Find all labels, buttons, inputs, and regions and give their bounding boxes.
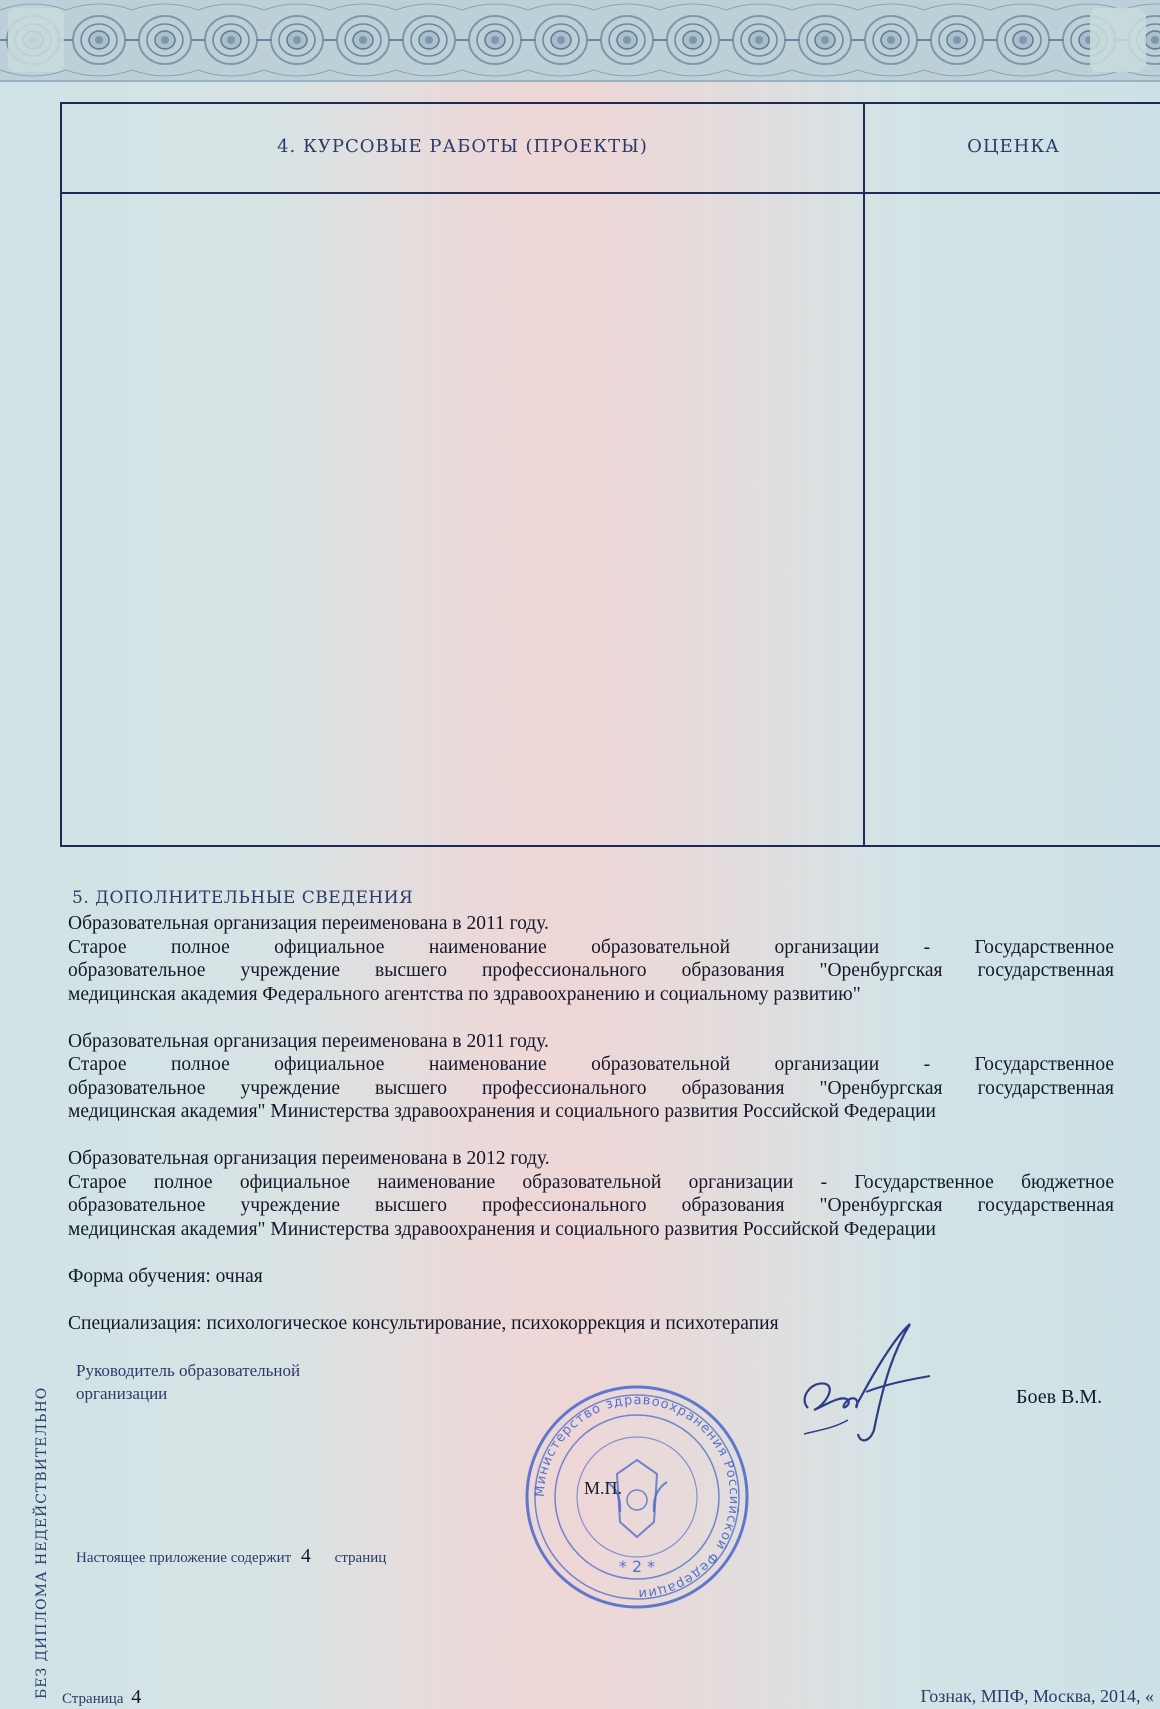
page-count-note xyxy=(76,1545,386,1568)
svg-text:Министерство здравоохранения Р: Министерство здравоохранения Российской Федерации xyxy=(532,1392,742,1602)
block2-line2: Старое полное официальное наименование образовательной организации - Государственное xyxy=(68,1054,1114,1075)
block1-line3: образовательное учреждение высшего профессионального образования "Оренбургская государственная xyxy=(68,960,1114,981)
coursework-table xyxy=(60,102,1160,847)
block1-line4: медицинская академия Федерального агентства по здравоохранению и социальному развитию" xyxy=(68,983,861,1005)
printer-imprint: Гознак, МПФ, Москва, 2014, « xyxy=(920,1686,1154,1706)
page-count-suffix: страниц xyxy=(334,1550,387,1566)
block3-line1: Образовательная организация переименована в 2012 году. xyxy=(68,1148,550,1169)
official-seal xyxy=(522,1382,752,1612)
handwritten-signature xyxy=(790,1310,940,1460)
head-of-organization-label xyxy=(76,1359,376,1405)
rename-block-3 xyxy=(68,1147,1114,1241)
rename-block-2 xyxy=(68,1030,1114,1124)
head-label-line1: Руководитель образовательной xyxy=(76,1361,301,1380)
section5-title: 5. ДОПОЛНИТЕЛЬНЫЕ СВЕДЕНИЯ xyxy=(72,888,414,908)
specialization: Специализация: психологическое консультирование, психокоррекция и психотерапия xyxy=(68,1312,779,1334)
block1-line2: Старое полное официальное наименование образовательной организации - Государственное xyxy=(68,936,1114,958)
signatory-name: Боев В.М. xyxy=(1016,1386,1103,1408)
rename-block-1 xyxy=(68,912,1114,1006)
guilloche-pattern xyxy=(0,0,1160,80)
grade-column-header: ОЦЕНКА xyxy=(967,136,1060,157)
page-count-value: 4 xyxy=(300,1545,311,1567)
block2-line4: медицинская академия" Министерства здравоохранения и социального развития Российской Федерации xyxy=(68,1101,936,1122)
vertical-validity-note: БЕЗ ДИПЛОМА НЕДЕЙСТВИТЕЛЬНО xyxy=(34,1386,50,1699)
block1-line1: Образовательная организация переименована в 2011 году. xyxy=(68,913,549,934)
head-label-line2: организации xyxy=(76,1384,168,1403)
page-count-prefix: Настоящее приложение содержит xyxy=(76,1550,292,1566)
page-number-value: 4 xyxy=(131,1686,142,1708)
page-number-label: Страница xyxy=(62,1691,124,1707)
column-divider xyxy=(863,104,865,845)
svg-text:* 2 *: * 2 * xyxy=(618,1557,656,1576)
stamp-place-mark: М.П. xyxy=(584,1478,623,1498)
page-number xyxy=(62,1686,141,1709)
additional-info xyxy=(68,912,1114,1359)
block3-line4: медицинская академия" Министерства здравоохранения и социального развития Российской Федерации xyxy=(68,1218,936,1240)
block3-line3: образовательное учреждение высшего профессионального образования "Оренбургская государственная xyxy=(68,1195,1114,1216)
block2-line3: образовательное учреждение высшего профессионального образования "Оренбургская государственная xyxy=(68,1077,1114,1099)
study-form: Форма обучения: очная xyxy=(68,1265,263,1287)
coursework-column-header: 4. КУРСОВЫЕ РАБОТЫ (ПРОЕКТЫ) xyxy=(277,136,648,157)
block2-line1: Образовательная организация переименована в 2011 году. xyxy=(68,1030,549,1052)
security-pattern-border xyxy=(0,0,1160,82)
block3-line2: Старое полное официальное наименование образовательной организации - Государственное бюджетное xyxy=(68,1171,1114,1193)
